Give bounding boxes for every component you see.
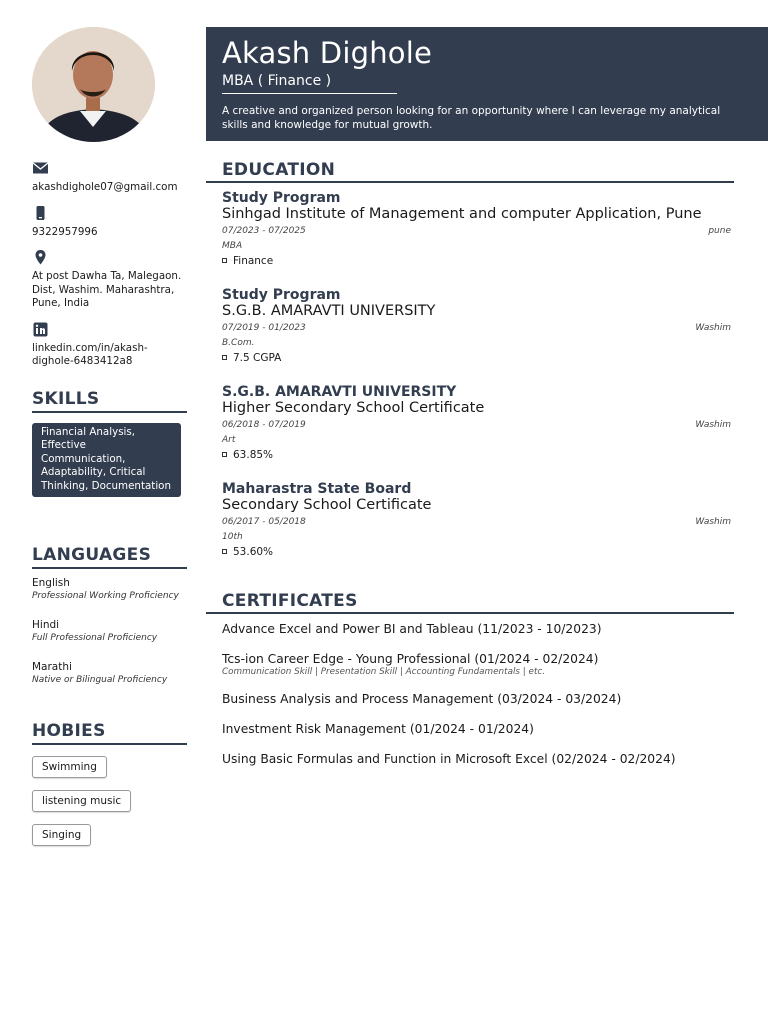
bullet-icon: [222, 258, 227, 263]
certificate-title: Advance Excel and Power BI and Tableau (11/2023 - 10/2023): [222, 622, 602, 636]
languages-section: [32, 545, 187, 687]
language-name: English: [32, 577, 70, 589]
education-entry: [206, 481, 734, 559]
language-item: [32, 577, 187, 603]
certificates-section: [206, 591, 734, 767]
education-type: 10th: [222, 532, 243, 542]
language-name: Hindi: [32, 619, 60, 631]
bullet-icon: [222, 355, 227, 360]
certificates-heading: CERTIFICATES: [206, 591, 734, 614]
education-location: Washim: [695, 420, 731, 430]
education-program: S.G.B. AMARAVTI UNIVERSITY: [222, 303, 436, 319]
sidebar: [32, 160, 187, 846]
education-org: Study Program: [222, 287, 341, 303]
phone-icon: [32, 205, 187, 222]
language-name: Marathi: [32, 661, 72, 673]
education-dates: 07/2023 - 07/2025: [222, 226, 306, 236]
education-heading: EDUCATION: [206, 160, 734, 183]
address-text: At post Dawha Ta, Malegaon. Dist, Washim. Maharashtra, Pune, India: [32, 270, 182, 309]
language-level: Full Professional Proficiency: [32, 633, 158, 643]
hobby-tag: Swimming: [32, 756, 107, 778]
education-program: Secondary School Certificate: [222, 497, 432, 513]
education-program: Sinhgad Institute of Management and computer Application, Pune: [222, 206, 702, 222]
certificate-item: [206, 652, 734, 678]
certificate-title: Using Basic Formulas and Function in Microsoft Excel (02/2024 - 02/2024): [222, 752, 676, 766]
education-detail: 63.85%: [222, 448, 731, 462]
language-item: [32, 619, 187, 645]
education-entry: [206, 287, 734, 365]
language-item: [32, 661, 187, 687]
certificate-description: Communication Skill | Presentation Skill | Accounting Fundamentals | etc.: [222, 667, 546, 677]
education-org: Maharastra State Board: [222, 481, 412, 497]
education-location: Washim: [695, 323, 731, 333]
education-detail: 7.5 CGPA: [222, 351, 731, 365]
languages-heading: LANGUAGES: [32, 545, 187, 569]
profile-photo: [32, 27, 155, 142]
skills-section: [32, 389, 187, 498]
profile-summary: A creative and organized person looking for an opportunity where I can leverage my analytical skills and knowledge for mutual growth.: [222, 105, 721, 131]
mail-icon: [32, 160, 187, 177]
candidate-degree: MBA ( Finance ): [222, 72, 397, 94]
hobbies-heading: HOBIES: [32, 721, 187, 745]
linkedin-link[interactable]: linkedin.com/in/akash-dighole-6483412a8: [32, 341, 148, 367]
email-text: akashdighole07@gmail.com: [32, 181, 178, 193]
bullet-icon: [222, 549, 227, 554]
certificate-item: [206, 722, 734, 737]
education-org: S.G.B. AMARAVTI UNIVERSITY: [222, 384, 457, 400]
certificate-title: Investment Risk Management (01/2024 - 01/2024): [222, 722, 534, 736]
certificate-item: [206, 752, 734, 767]
education-dates: 06/2017 - 05/2018: [222, 517, 306, 527]
contact-section: [32, 160, 187, 369]
education-org: Study Program: [222, 190, 341, 206]
education-program: Higher Secondary School Certificate: [222, 400, 485, 416]
candidate-name: Akash Dighole: [222, 36, 433, 70]
education-section: [206, 160, 734, 559]
education-type: Art: [222, 435, 236, 445]
language-level: Professional Working Proficiency: [32, 591, 179, 601]
education-detail: 53.60%: [222, 545, 731, 559]
certificate-title: Business Analysis and Process Management (03/2024 - 03/2024): [222, 692, 622, 706]
certificate-item: [206, 622, 734, 637]
education-dates: 06/2018 - 07/2019: [222, 420, 306, 430]
education-location: Washim: [695, 517, 731, 527]
linkedin-icon: [32, 321, 187, 338]
location-pin-icon: [32, 249, 187, 266]
education-type: MBA: [222, 241, 243, 251]
bullet-icon: [222, 452, 227, 457]
education-entry: [206, 384, 734, 462]
certificate-item: [206, 692, 734, 707]
education-entry: [206, 190, 734, 268]
hobby-tag: Singing: [32, 824, 91, 846]
hobby-tag: listening music: [32, 790, 131, 812]
main-content: [206, 160, 734, 767]
education-detail: Finance: [222, 254, 731, 268]
header-banner: [206, 27, 768, 141]
certificate-title: Tcs-ion Career Edge - Young Professional (01/2024 - 02/2024): [222, 652, 599, 666]
skills-box: Financial Analysis, Effective Communication, Adaptability, Critical Thinking, Documentation: [32, 423, 181, 498]
education-location: pune: [708, 226, 731, 236]
hobbies-section: [32, 721, 187, 846]
phone-text: 9322957996: [32, 225, 98, 238]
language-level: Native or Bilingual Proficiency: [32, 675, 168, 685]
education-type: B.Com.: [222, 338, 255, 348]
education-dates: 07/2019 - 01/2023: [222, 323, 306, 333]
avatar: [32, 27, 155, 142]
skills-heading: SKILLS: [32, 389, 187, 413]
